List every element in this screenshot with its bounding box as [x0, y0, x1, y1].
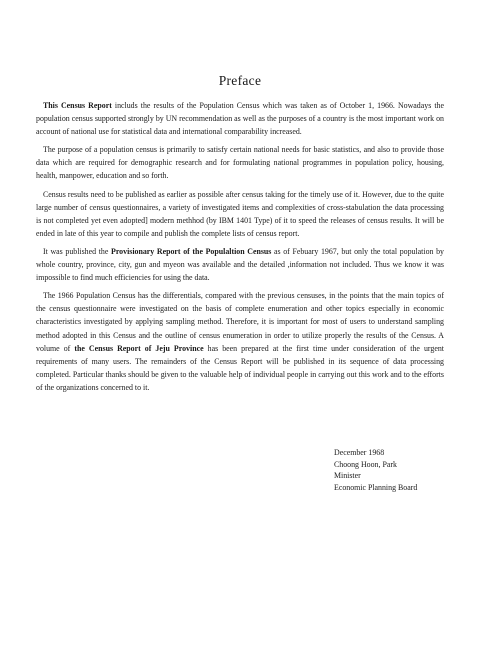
page-title: Preface: [218, 73, 262, 88]
paragraph-3-text: Census results need to be published as earlier as possible after census taking for the timely use of it. However, due to the quite large number of census questionnaires, a variety of investigated items and complexities of cross-stabulation the data processing is not completed yet even adopted] modern methhod (by IBM 1401 Type) of it to speed the releases of census results. It will be ended in late of this year to compile and publish the complete lists of census report.: [36, 189, 444, 238]
paragraph-2: [36, 143, 444, 182]
paragraph-1: [36, 99, 444, 138]
paragraph-5-text-2: has been prepared at the first time under consideration of the urgent requirements of many users. The remainders of the Census Report will be published in its sequence of data processing completed. Particular thanks should be given to the valuable help of individual people in carrying out this work and to the efforts of the organizations concerned to it.: [36, 343, 444, 392]
signature-block: [334, 447, 417, 493]
paragraph-5-text-1: The 1966 Population Census has the differentials, compared with the previous censuses, in the points that the main topics of the census questionnaire were investigated on the basis of complete enumeration and other topics especially in economic characteristics investigated by applying sampling method. Therefore, it is important for most of users to understand sampling method adopted in this Census and the outline of census enumeration in order to utilize properly the results of the Census. A volume of: [36, 291, 444, 353]
paragraph-4-text-2: as of Febuary 1967, but only the total population by whole country, province, city, gun and myeon was available and the detailed ,information not included. Thus we know it was impossible to find much efficiencies for using the data.: [36, 246, 444, 283]
paragraph-4-text-1: It was published the: [43, 246, 111, 256]
signature-name: Choong Hoon, Park: [334, 459, 397, 469]
paragraph-5: [36, 289, 444, 394]
paragraph-1-bold-1: This Census Report: [43, 101, 112, 110]
signature-organization: Economic Planning Board: [334, 482, 418, 492]
paragraph-1-text-1: includs the results of the Population Census which was taken as of October 1, 1966. Nowadays the population census supported strongly by UN recommendation as well as the purposes of a country is the most important work on account of national use for statistical data and international comparability increased.: [36, 101, 444, 137]
signature-date: December 1968: [334, 448, 385, 457]
paragraph-5-bold-1: the Census Report of Jeju Province: [74, 343, 204, 353]
paragraph-4-bold-1: Provisionary Report of the Populaltion Census: [111, 246, 272, 256]
paragraph-3: [36, 188, 444, 240]
preface-body: [36, 99, 444, 399]
signature-position: Minister: [334, 471, 361, 481]
paragraph-4: [36, 245, 444, 284]
paragraph-2-text: The purpose of a population census is primarily to satisfy certain national needs for basic statistics, and also to provide those data which are required for demographic research and for formulating national programmes in population policy, housing, health, manpower, education and so forth.: [36, 145, 444, 181]
